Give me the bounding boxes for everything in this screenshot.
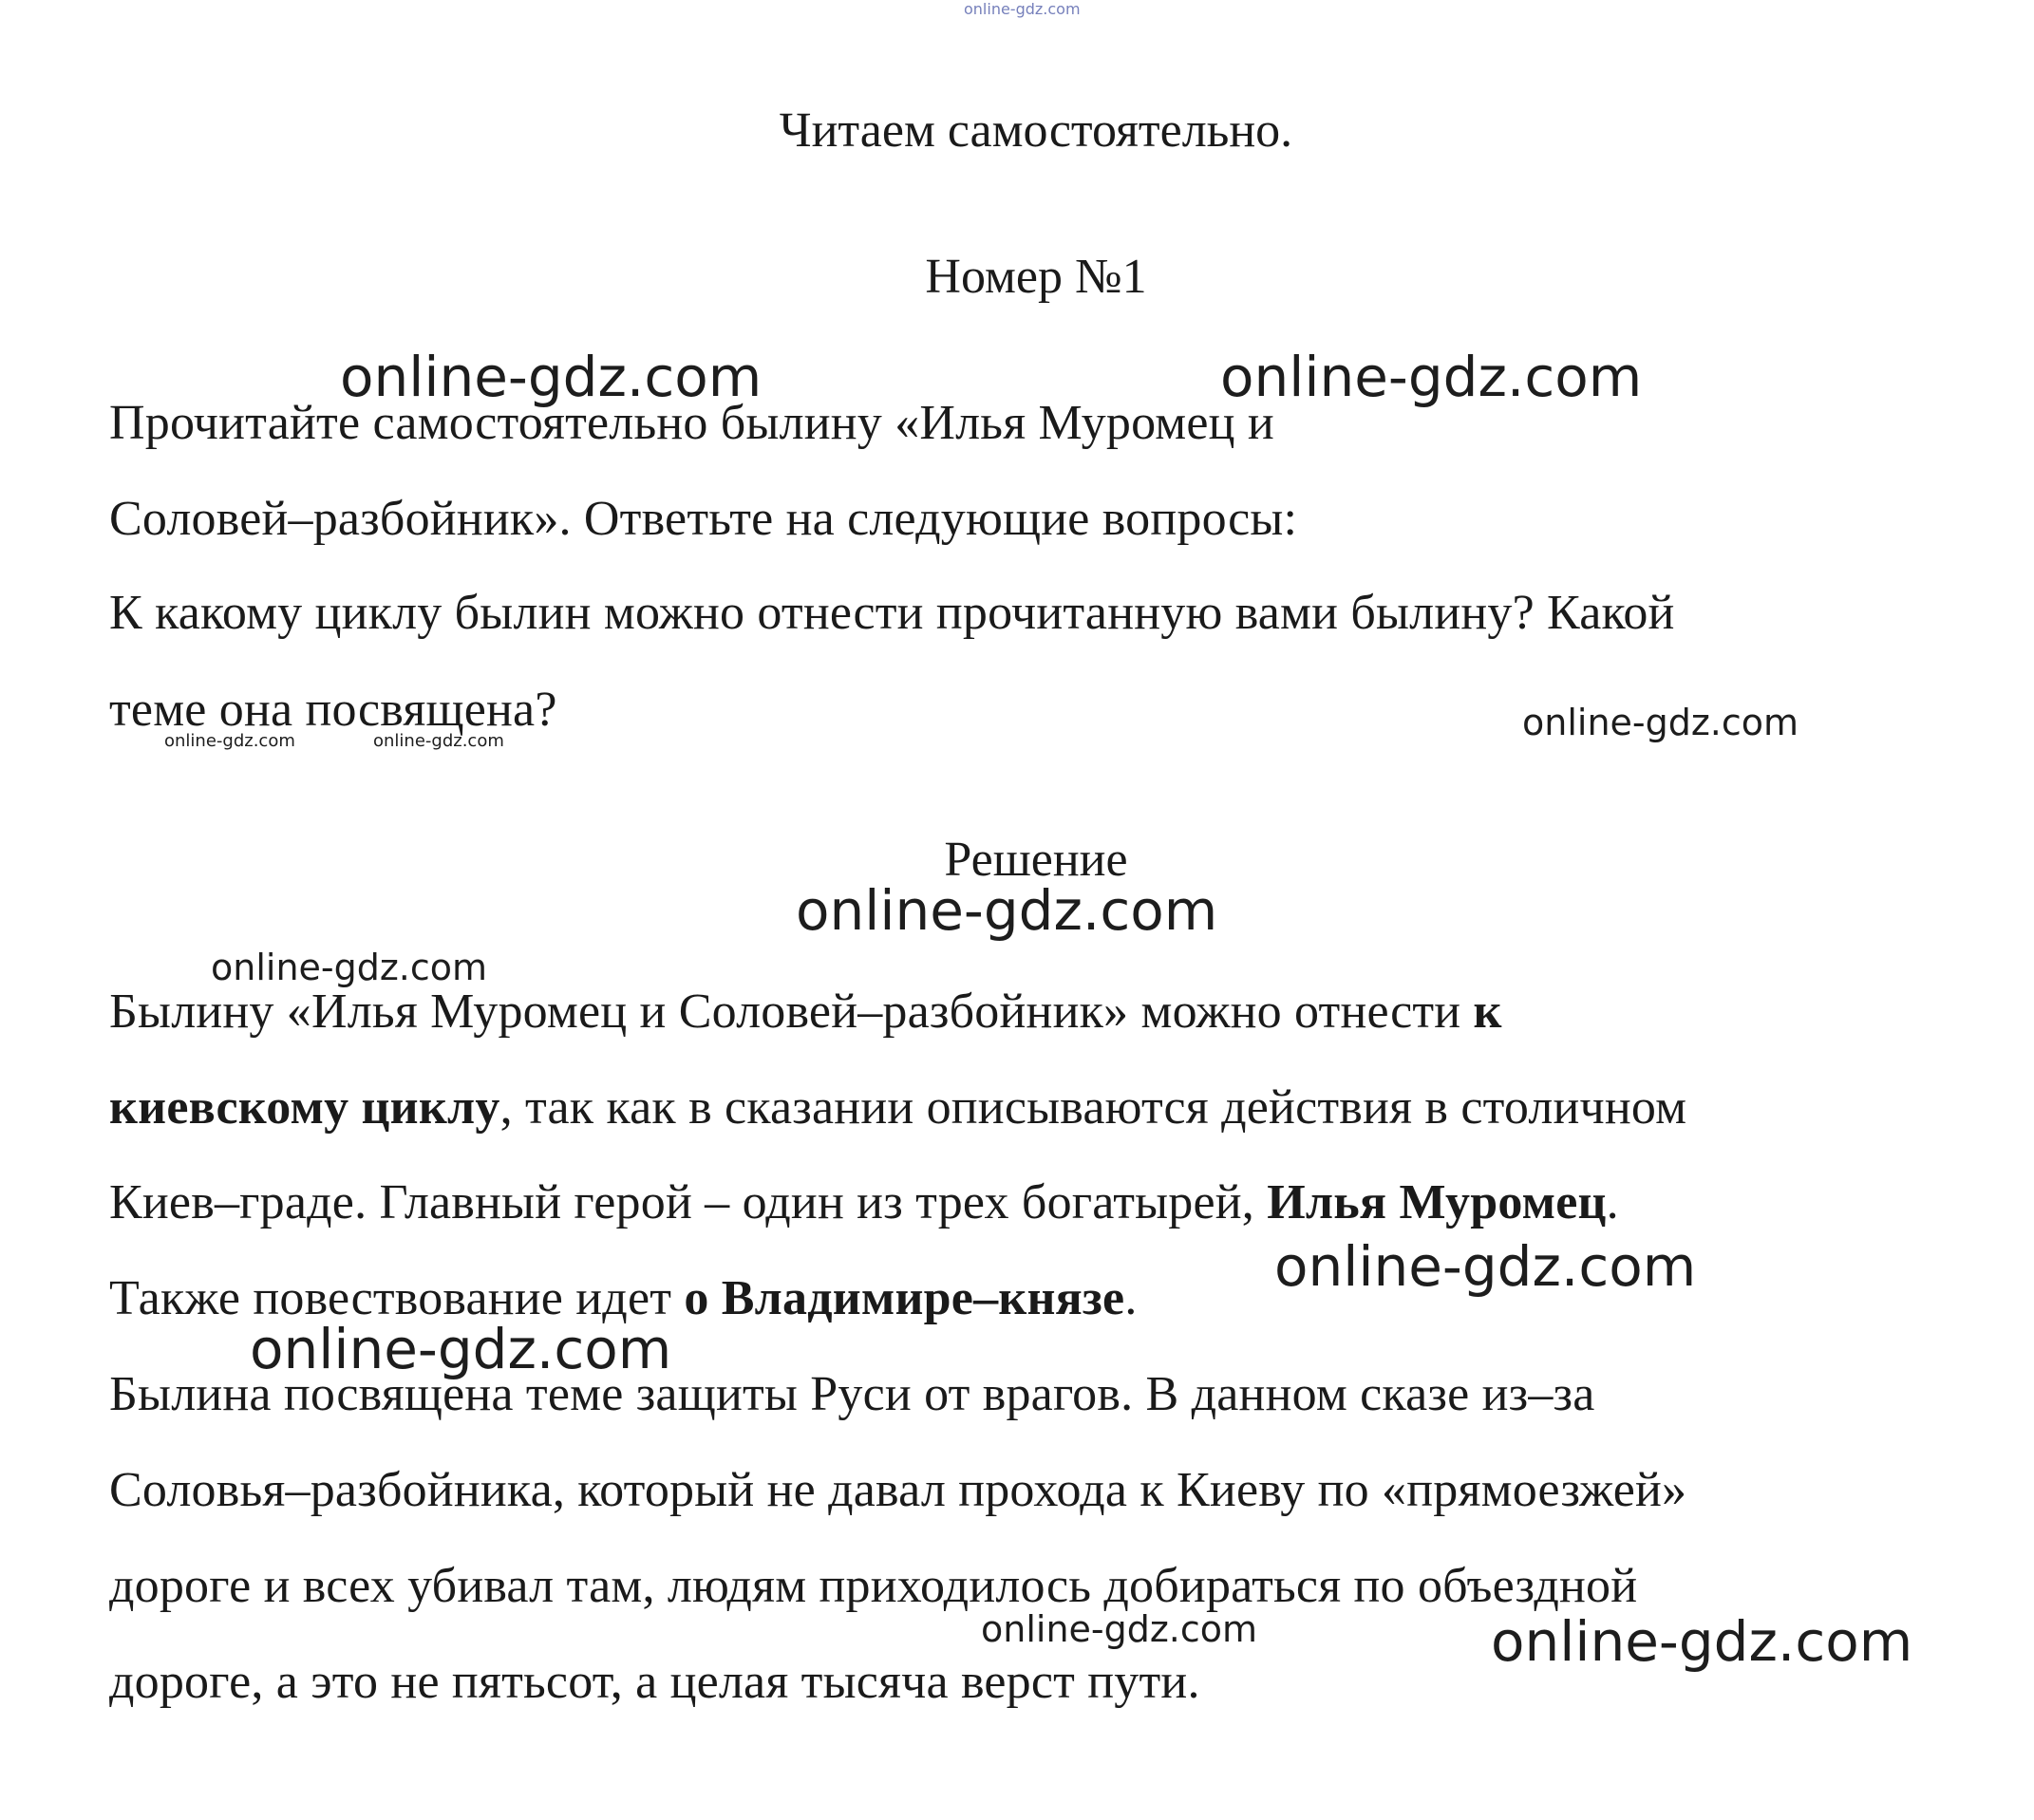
question-line-3: К какому циклу былин можно отнести прочитанную вами былину? Какой — [109, 586, 1675, 640]
watermark: online-gdz.com — [164, 731, 295, 751]
watermark: online-gdz.com — [1274, 1234, 1697, 1299]
watermark: online-gdz.com — [981, 1608, 1258, 1650]
watermark: online-gdz.com — [250, 1317, 672, 1381]
watermark: online-gdz.com — [340, 345, 763, 409]
question-line-2: Соловей–разбойник». Ответьте на следующие вопросы: — [109, 492, 1298, 546]
question-line-4: теме она посвящена? — [109, 683, 557, 737]
page-title: Читаем самостоятельно. — [779, 103, 1293, 158]
solution-line-2-bold: киевскому циклу — [109, 1080, 500, 1135]
question-line-1: Прочитайте самостоятельно былину «Илья Муромец и — [109, 396, 1274, 450]
solution-line-4-end: . — [1124, 1271, 1138, 1325]
solution-line-3-end: . — [1606, 1175, 1619, 1229]
watermark: online-gdz.com — [373, 731, 504, 751]
solution-line-3-bold: Илья Муромец — [1267, 1175, 1607, 1229]
solution-line-2 — [109, 1079, 1686, 1136]
watermark: online-gdz.com — [796, 878, 1218, 943]
solution-line-1 — [109, 984, 1502, 1041]
watermark: online-gdz.com — [1522, 702, 1799, 743]
solution-line-6: Соловья–разбойника, который не давал прохода к Киеву по «прямоезжей» — [109, 1463, 1687, 1517]
watermark: online-gdz.com — [1491, 1609, 1913, 1674]
solution-line-8: дороге, а это не пятьсот, а целая тысяча верст пути. — [109, 1655, 1200, 1709]
solution-line-3-text: Киев–граде. Главный герой – один из трех богатырей, — [109, 1175, 1268, 1229]
watermark: online-gdz.com — [1220, 345, 1643, 409]
exercise-number: Номер №1 — [925, 250, 1147, 304]
solution-line-4-text: Также повествование идет — [109, 1271, 685, 1325]
solution-line-3 — [109, 1174, 1619, 1231]
solution-heading: Решение — [944, 833, 1128, 887]
solution-line-5: Былина посвящена теме защиты Руси от врагов. В данном сказе из–за — [109, 1367, 1595, 1421]
solution-line-2-text: , так как в сказании описываются действия в столичном — [499, 1080, 1687, 1135]
watermark: online-gdz.com — [211, 947, 488, 988]
solution-line-7: дороге и всех убивал там, людям приходилось добираться по объездной — [109, 1559, 1638, 1613]
solution-line-1-text: Былину «Илья Муромец и Соловей–разбойник» можно отнести — [109, 985, 1474, 1039]
solution-line-4-bold: о Владимире–князе — [684, 1271, 1125, 1325]
solution-line-1-bold: к — [1473, 985, 1502, 1039]
watermark-top: online-gdz.com — [964, 0, 1081, 18]
